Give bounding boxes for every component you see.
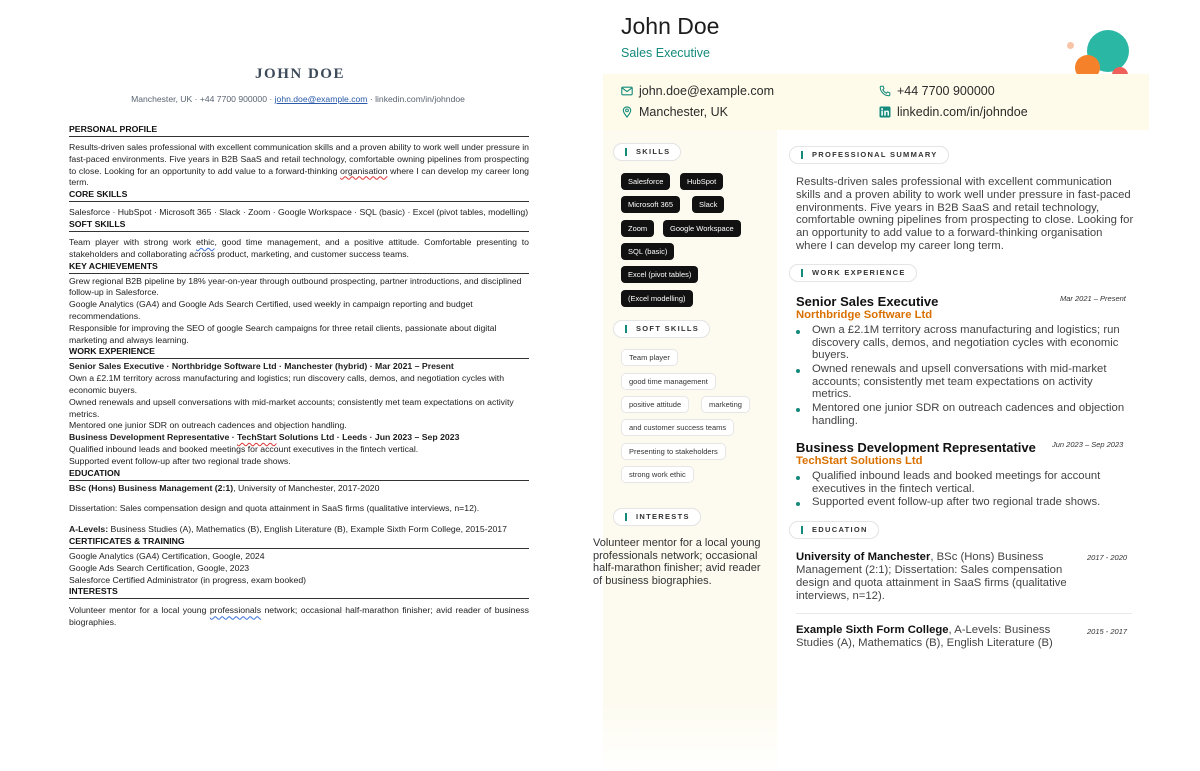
resume-name: John Doe xyxy=(621,13,720,39)
job-title: Senior Sales Executive xyxy=(796,294,939,309)
section-heading: EDUCATION xyxy=(69,468,529,481)
profile-text xyxy=(69,142,529,189)
job-line: Own a £2.1M territory across manufacturing and logistics; run discovery calls, demos, and negotiation cycles with economic buyers. xyxy=(69,373,505,395)
education-detail: , A-Levels: Business Studies (A), Mathematics (B), English Literature (B) xyxy=(796,624,1053,649)
education-institution: University of Manchester xyxy=(796,551,931,563)
separator: · xyxy=(367,94,376,104)
section-label-skills: SKILLS xyxy=(613,143,681,161)
skill-chip: Salesforce xyxy=(621,173,670,190)
job-line: Owned renewals and upsell conversations with mid-market accounts; consistently met team expectations on activity metrics. xyxy=(69,396,514,419)
soft-skill-chip: positive attitude xyxy=(621,396,689,413)
section-heading: WORK EXPERIENCE xyxy=(69,346,529,359)
core-skills-text: Salesforce · HubSpot · Microsoft 365 · Slack · Zoom · Google Workspace · SQL (basic) · Excel (pivot tables, modelling) xyxy=(69,207,529,218)
interests-part: network; occasional half-marathon finisher; avid reader of business biographies. xyxy=(69,605,529,628)
grammar-word: professionals xyxy=(209,605,262,616)
skill-chip: Google Workspace xyxy=(663,220,741,237)
job-bullet: Supported event follow-up after two regional trade shows. xyxy=(796,496,1126,509)
section-label-summary: PROFESSIONAL SUMMARY xyxy=(789,146,949,164)
contact-email-link[interactable]: john.doe@example.com xyxy=(274,94,368,104)
interests-text xyxy=(69,605,529,629)
contact-linkedin-text: linkedin.com/in/johndoe xyxy=(897,105,1028,119)
achievement-item: Responsible for improving the SEO of google Search campaigns for three retail clients, passionate about digital marketing and always learning. xyxy=(69,322,497,345)
resume-name: JOHN DOE xyxy=(255,66,345,82)
bottom-fade xyxy=(603,700,1149,771)
alevel-line xyxy=(69,524,529,536)
soft-skill-chip: marketing xyxy=(701,396,750,413)
skill-chip: Zoom xyxy=(621,220,654,237)
skill-chip: (Excel modelling) xyxy=(621,290,693,307)
section-heading: CORE SKILLS xyxy=(69,189,529,202)
section-label-work: WORK EXPERIENCE xyxy=(789,264,917,282)
section-work-experience xyxy=(69,346,529,467)
soft-skill-chip: Presenting to stakeholders xyxy=(621,443,726,460)
section-heading: INTERESTS xyxy=(69,586,529,599)
section-label-interests: INTERESTS xyxy=(613,508,701,526)
soft-skill-chip: and customer success teams xyxy=(621,419,734,436)
section-label-soft-skills: SOFT SKILLS xyxy=(613,320,710,338)
section-key-achievements xyxy=(69,261,529,347)
contact-phone-text: +44 7700 900000 xyxy=(897,84,995,98)
section-personal-profile xyxy=(69,124,529,189)
certificate-item: Salesforce Certified Administrator (in progress, exam booked) xyxy=(69,574,307,585)
contact-phone: +44 7700 900000 xyxy=(199,94,267,104)
spellcheck-word: organisation xyxy=(340,165,388,176)
section-heading: SOFT SKILLS xyxy=(69,219,529,232)
resume-header xyxy=(603,0,1149,74)
education-institution: Example Sixth Form College xyxy=(796,624,949,636)
job-company: TechStart Solutions Ltd xyxy=(796,455,923,467)
job-line: Mentored one junior SDR on outreach cadences and objection handling. xyxy=(69,420,347,431)
job-bullet: Mentored one junior SDR on outreach cadences and objection handling. xyxy=(796,402,1126,427)
contact-location-text: Manchester, UK xyxy=(639,105,728,119)
profile-text-part: Results-driven sales professional with excellent communication skills and a proven ability to work well under pressure in fast-paced environments. Five years in B2B SaaS and retail technology, comfortable owning pipelines from prospecting to close. Looking for an opportunity to add value to a forward-thinking xyxy=(69,142,529,176)
education-dates: 2017 - 2020 xyxy=(1087,553,1128,562)
section-interests xyxy=(69,586,529,629)
education-entry xyxy=(796,551,1086,603)
spellcheck-word: TechStart xyxy=(237,432,277,443)
achievement-item: Grew regional B2B pipeline by 18% year-on-year through outbound prospecting, partner introductions, and disciplined follow-up in Salesforce. xyxy=(69,275,522,298)
degree-detail: , University of Manchester, 2017-2020 xyxy=(233,482,380,493)
section-heading: KEY ACHIEVEMENTS xyxy=(69,261,529,274)
soft-skills-part: Team player with strong work xyxy=(69,236,197,247)
soft-skill-chip: Team player xyxy=(621,349,678,366)
map-pin-icon xyxy=(621,106,633,118)
summary-text: Results-driven sales professional with excellent communication skills and a proven ability to work well under pressure in fast-paced environments. Five years in B2B SaaS and retail technology, comfortable owning pipelines from prospecting to close. Looking for an opportunity to add value to a forward-thinking organisation where I can develop my career long term. xyxy=(796,176,1134,252)
job-line: Supported event follow-up after two regional trade shows. xyxy=(69,455,291,466)
education-dates: 2015 - 2017 xyxy=(1087,627,1128,636)
divider xyxy=(796,613,1132,614)
contact-email-text: john.doe@example.com xyxy=(639,84,774,98)
degree-line xyxy=(69,483,529,495)
interests-text: Volunteer mentor for a local young professionals network; occasional half-marathon finisher; avid reader of business biographies. xyxy=(593,537,761,587)
grammar-word: ethic xyxy=(196,236,215,247)
job-title: Business Development Representative xyxy=(796,440,1036,455)
decor-dot-peach xyxy=(1067,42,1074,49)
alevel-detail: Business Studies (A), Mathematics (B), English Literature (B), Example Sixth Form College, 2015-2017 xyxy=(108,524,507,535)
section-label-education: EDUCATION xyxy=(789,521,879,539)
job-bullet: Owned renewals and upsell conversations with mid-market accounts; consistently met team expectations on activity metrics. xyxy=(796,363,1126,401)
profile-text-part: where I can develop my career long term. xyxy=(69,165,530,188)
certificate-item: Google Ads Search Certification, Google, 2023 xyxy=(69,562,250,573)
mail-icon xyxy=(621,85,633,97)
interests-part: Volunteer mentor for a local young xyxy=(69,605,210,616)
separator: · xyxy=(192,94,200,104)
section-soft-skills xyxy=(69,219,529,261)
section-heading: PERSONAL PROFILE xyxy=(69,124,529,137)
skill-chip: Slack xyxy=(692,196,724,213)
section-education xyxy=(69,468,529,536)
section-core-skills xyxy=(69,189,529,219)
section-heading: CERTIFICATES & TRAINING xyxy=(69,536,529,549)
resume-contact-line xyxy=(0,94,596,104)
contact-location: Manchester, UK xyxy=(131,94,193,104)
achievement-item: Google Analytics (GA4) and Google Ads Search Certified, used weekly in campaign reporting and budget recommendations. xyxy=(69,299,473,321)
job-heading: Senior Sales Executive · Northbridge Software Ltd · Manchester (hybrid) · Mar 2021 – Present xyxy=(69,361,454,372)
soft-skill-chip: good time management xyxy=(621,373,716,390)
contact-linkedin: linkedin.com/in/johndoe xyxy=(375,94,465,104)
alevel-label: A-Levels: xyxy=(69,524,109,535)
job-dates: Mar 2021 – Present xyxy=(1060,294,1126,303)
skill-chip: Microsoft 365 xyxy=(621,196,680,213)
soft-skills-text xyxy=(69,237,529,261)
degree-title: BSc (Hons) Business Management (2:1) xyxy=(69,482,234,493)
section-certificates xyxy=(69,536,529,586)
job-heading-part: Solutions Ltd · Leeds · Jun 2023 – Sep 2023 xyxy=(276,432,460,443)
separator: · xyxy=(267,94,275,104)
job-bullet: Qualified inbound leads and booked meetings for account executives in the fintech vertical. xyxy=(796,470,1126,495)
skill-chip: SQL (basic) xyxy=(621,243,674,260)
job-heading xyxy=(69,432,529,444)
job-bullet: Own a £2.1M territory across manufacturing and logistics; run discovery calls, demos, and negotiation cycles with economic buyers. xyxy=(796,324,1126,362)
linkedin-icon xyxy=(879,106,891,118)
contact-band xyxy=(603,74,1149,130)
dissertation-line: Dissertation: Sales compensation design and quota attainment in SaaS firms (qualitative interviews, n=12). xyxy=(69,503,480,514)
job-dates: Jun 2023 – Sep 2023 xyxy=(1052,440,1124,449)
certificate-item: Google Analytics (GA4) Certification, Google, 2024 xyxy=(69,550,265,561)
education-detail: , BSc (Hons) Business Management (2:1); Dissertation: Sales compensation design and quota attainment in SaaS firms (qualitative interviews, n=12). xyxy=(796,551,1067,602)
skill-chip: HubSpot xyxy=(680,173,723,190)
job-line: Qualified inbound leads and booked meetings for account executives in the fintech vertical. xyxy=(69,443,419,454)
soft-skills-part: , good time management, and a positive attitude. Comfortable presenting to stakeholders and collaborating across product, marketing, and customer success teams. xyxy=(69,236,529,259)
job-heading-part: Business Development Representative · xyxy=(69,432,238,443)
resume-body xyxy=(69,124,529,629)
skill-chip: Excel (pivot tables) xyxy=(621,266,698,283)
education-entry xyxy=(796,624,1086,650)
phone-icon xyxy=(879,85,891,97)
resume-job-title: Sales Executive xyxy=(621,46,710,60)
soft-skill-chip: strong work ethic xyxy=(621,466,694,483)
job-company: Northbridge Software Ltd xyxy=(796,309,933,321)
